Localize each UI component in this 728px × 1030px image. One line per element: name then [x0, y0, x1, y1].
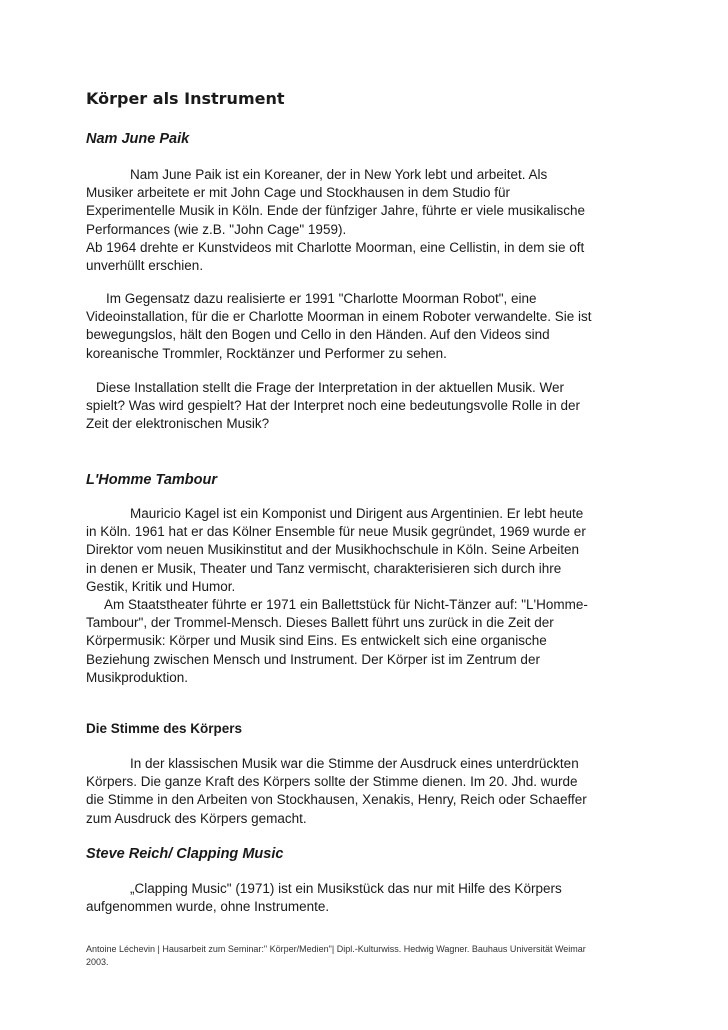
text-line: bewegungslos, hält den Bogen und Cello in den Händen. Auf den Videos sind [86, 327, 550, 343]
text-line: Körpermusik: Körper und Musik sind Eins. Es entwickelt sich eine organische [86, 633, 547, 649]
text-line: zum Ausdruck des Körpers gemacht. [86, 810, 307, 826]
page-footer [86, 943, 648, 969]
section-heading-stimme: Die Stimme des Körpers [86, 721, 243, 736]
section-heading-clapping-music: Steve Reich/ Clapping Music [86, 846, 284, 862]
text-line: Beziehung zwischen Mensch und Instrument. Der Körper ist im Zentrum der [86, 651, 540, 667]
text-line: Diese Installation stellt die Frage der Interpretation in der aktuellen Musik. Wer [96, 380, 564, 395]
text-line: Performances (wie z.B. "John Cage" 1959). [86, 221, 347, 237]
text-line: unverhüllt erschien. [86, 258, 204, 274]
text-line: Experimentelle Musik in Köln. Ende der fünfziger Jahre, führte er viele musikalische [86, 203, 585, 219]
text-line: aufgenommen wurde, ohne Instrumente. [86, 899, 330, 915]
paragraph-paik-interpretation [86, 379, 646, 434]
text-line: Gestik, Kritik und Humor. [86, 578, 236, 594]
paragraph-clapping-music [86, 880, 646, 916]
text-line: Zeit der elektronischen Musik? [86, 416, 270, 432]
section-heading-lhomme-tambour: L'Homme Tambour [86, 472, 218, 488]
text-line: in denen er Musik, Theater und Tanz vermischt, charakterisieren sich durch ihre [86, 560, 562, 576]
text-line: Körpers. Die ganze Kraft des Körpers sollte der Stimme dienen. Im 20. Jhd. wurde [86, 774, 578, 790]
paragraph-kagel [86, 505, 646, 687]
document-title: Körper als Instrument [86, 89, 285, 108]
section-heading-nam-june-paik: Nam June Paik [86, 131, 190, 147]
text-line: Im Gegensatz dazu realisierte er 1991 "Charlotte Moorman Robot", eine [106, 291, 537, 306]
paragraph-paik-intro [86, 166, 646, 275]
text-line: koreanische Trommler, Rocktänzer und Performer zu sehen. [86, 345, 447, 361]
text-line: Videoinstallation, für die er Charlotte Moorman in einem Roboter verwandelte. Sie ist [86, 309, 592, 325]
text-line: Tambour", der Trommel-Mensch. Dieses Ballett führt uns zurück in die Zeit der [86, 615, 554, 631]
text-line: Am Staatstheater führte er 1971 ein Ballettstück für Nicht-Tänzer auf: "L'Homme- [104, 597, 588, 613]
text-line: Mauricio Kagel ist ein Komponist und Dirigent aus Argentinien. Er lebt heute [130, 506, 584, 521]
paragraph-paik-robot [86, 290, 646, 363]
footer-line: 2003. [86, 957, 109, 967]
text-line: die Stimme in den Arbeiten von Stockhausen, Xenakis, Henry, Reich oder Schaeffer [86, 792, 587, 808]
text-line: Musikproduktion. [86, 669, 189, 685]
text-line: „Clapping Music" (1971) ist ein Musikstück das nur mit Hilfe des Körpers [130, 881, 562, 896]
text-line: Direktor vom neuen Musikinstitut and der Musikhochschule in Köln. Seine Arbeiten [86, 542, 580, 558]
text-line: in Köln. 1961 hat er das Kölner Ensemble für neue Musik gegründet, 1969 wurde er [86, 524, 586, 540]
text-line: Nam June Paik ist ein Koreaner, der in New York lebt und arbeitet. Als [130, 167, 548, 182]
text-line: Musiker arbeitete er mit John Cage und Stockhausen in dem Studio für [86, 185, 510, 201]
text-line: spielt? Was wird gespielt? Hat der Interpret noch eine bedeutungsvolle Rolle in der [86, 398, 581, 414]
footer-line: Antoine Léchevin | Hausarbeit zum Seminar:" Körper/Medien"| Dipl.-Kulturwiss. Hedwig Wagner. Bauhaus Universität Weimar [86, 944, 586, 954]
paragraph-stimme [86, 755, 646, 828]
text-line: In der klassischen Musik war die Stimme der Ausdruck eines unterdrückten [130, 756, 579, 771]
text-line: Ab 1964 drehte er Kunstvideos mit Charlotte Moorman, eine Cellistin, in dem sie oft [86, 239, 585, 255]
